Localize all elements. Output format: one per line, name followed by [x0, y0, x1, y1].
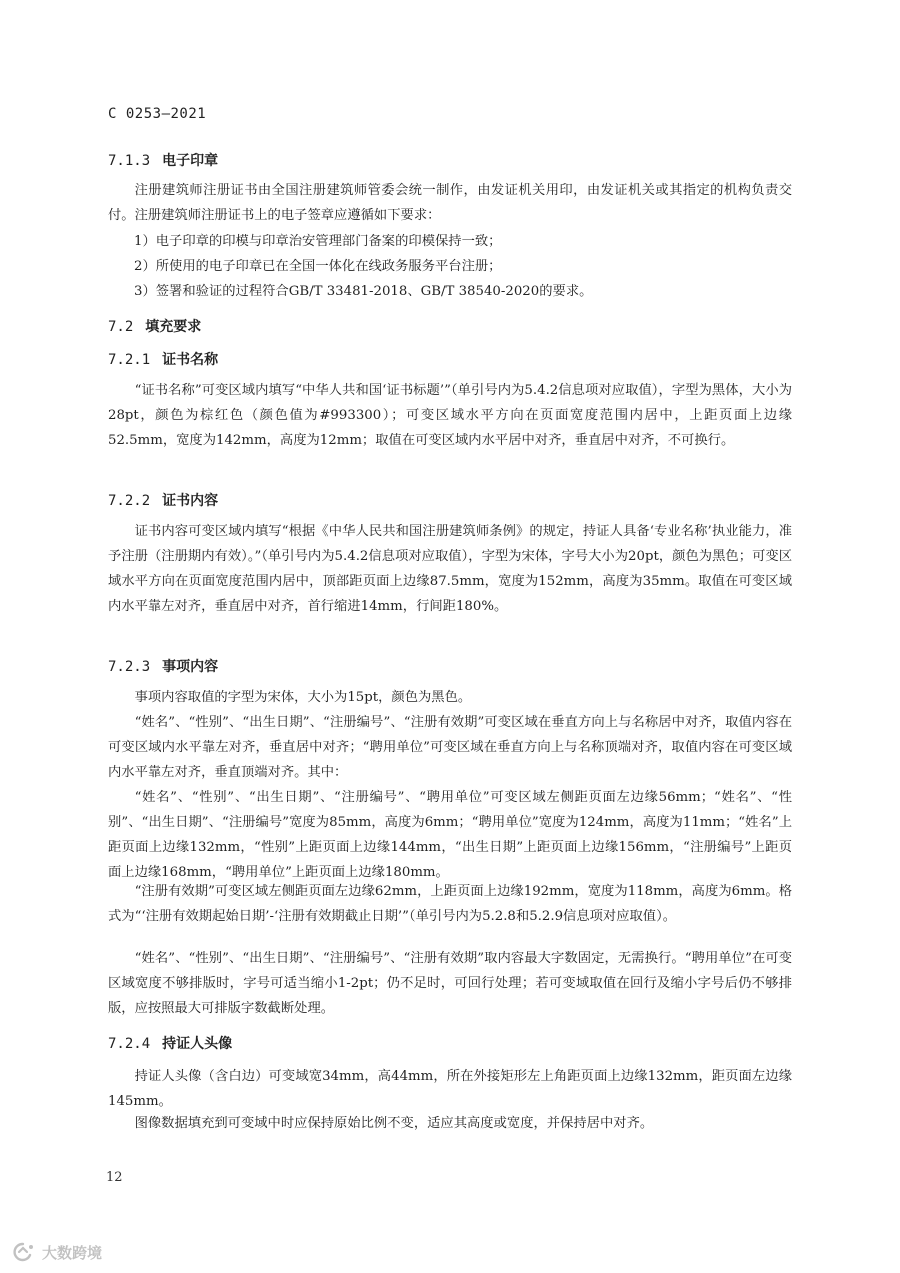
list-item: 1）电子印章的印模与印章治安管理部门备案的印模保持一致；	[134, 234, 502, 249]
paragraph: “注册有效期”可变区域左侧距页面左边缘62mm，上距页面上边缘192mm，宽度为118mm，高度为6mm。格式为“‘注册有效期起始日期’-‘注册有效期截止日期’”（单引号内为5.2.8和5.2.9信息项对应取值）。	[108, 884, 792, 924]
paragraph: 图像数据填充到可变域中时应保持原始比例不变，适应其高度或宽度，并保持居中对齐。	[134, 1116, 654, 1131]
section-heading-7-2-3	[108, 656, 218, 676]
paragraph: 持证人头像（含白边）可变域宽34mm，高44mm，所在外接矩形左上角距页面上边缘132mm，距页面左边缘145mm。	[108, 1069, 792, 1109]
section-heading-7-2-2	[108, 490, 218, 510]
paragraph: “姓名”、“性别”、“出生日期”、“注册编号”、“聘用单位”可变区域左侧距页面左边缘56mm；“姓名”、“性别”、“出生日期”、“注册编号”宽度为85mm，高度为6mm；“聘用单位”宽度为124mm，高度为11mm；“姓名”上距页面上边缘132mm，“性别”上距页面上边缘144mm，“出生日期”上距页面上边缘156mm，“注册编号”上距页面上边缘168mm，“聘用单位”上距页面上边缘180mm。	[108, 790, 792, 880]
paragraph: 证书内容可变区域内填写“根据《中华人民共和国注册建筑师条例》的规定，持证人具备‘专业名称’执业能力，准予注册（注册期内有效）。”（单引号内为5.4.2信息项对应取值），字型为宋体，字号大小为20pt，颜色为黑色；可变区域水平方向在页面宽度范围内居中，顶部距页面上边缘87.5mm，宽度为152mm，高度为35mm。取值在可变区域内水平靠左对齐，垂直居中对齐，首行缩进14mm，行间距180%。	[108, 524, 792, 614]
paragraph: “证书名称”可变区域内填写“中华人共和国‘证书标题’”（单引号内为5.4.2信息项对应取值），字型为黑体，大小为28pt，颜色为棕红色（颜色值为#993300）；可变区域水平方向在页面宽度范围内居中，上距页面上边缘52.5mm，宽度为142mm，高度为12mm；取值在可变区域内水平居中对齐，垂直居中对齐，不可换行。	[108, 383, 792, 448]
section-number: 7.2.3	[108, 659, 151, 675]
section-heading-7-2-1	[108, 349, 218, 369]
section-title: 电子印章	[162, 153, 219, 169]
section-number: 7.2.2	[108, 493, 151, 509]
section-heading-7-1-3	[108, 150, 218, 170]
section-title: 证书名称	[162, 352, 219, 368]
paragraph: “姓名”、“性别”、“出生日期”、“注册编号”、“注册有效期”可变区域在垂直方向上与名称居中对齐，取值内容在可变区域内水平靠左对齐，垂直居中对齐；“聘用单位”可变区域在垂直方向上与名称顶端对齐，取值内容在可变区域内水平靠左对齐，垂直顶端对齐。其中：	[108, 715, 792, 780]
section-number: 7.2	[108, 319, 134, 335]
section-number: 7.1.3	[108, 153, 151, 169]
list-item: 2）所使用的电子印章已在全国一体化在线政务服务平台注册；	[134, 259, 502, 274]
paragraph: 事项内容取值的字型为宋体，大小为15pt，颜色为黑色。	[134, 690, 472, 705]
section-heading-7-2	[108, 316, 201, 336]
page-number: 12	[106, 1170, 123, 1185]
standard-code: C 0253—2021	[108, 106, 207, 122]
brand-logo-icon	[10, 1241, 36, 1263]
section-title: 证书内容	[162, 493, 219, 509]
watermark	[10, 1240, 102, 1264]
paragraph: 注册建筑师注册证书由全国注册建筑师管委会统一制作，由发证机关用印，由发证机关或其指定的机构负责交付。注册建筑师注册证书上的电子签章应遵循如下要求：	[108, 183, 792, 223]
paragraph: “姓名”、“性别”、“出生日期”、“注册编号”、“注册有效期”取内容最大字数固定，无需换行。“聘用单位”在可变区域宽度不够排版时，字号可适当缩小1-2pt；仍不足时，可回行处理；若可变域取值在回行及缩小字号后仍不够排版，应按照最大可排版字数截断处理。	[108, 951, 792, 1016]
watermark-text: 大数跨境	[42, 1243, 103, 1262]
list-item: 3）签署和验证的过程符合GB/T 33481-2018、GB/T 38540-2020的要求。	[134, 284, 593, 299]
section-number: 7.2.4	[108, 1036, 151, 1052]
section-title: 持证人头像	[162, 1036, 233, 1052]
section-title: 填充要求	[145, 319, 202, 335]
section-number: 7.2.1	[108, 352, 151, 368]
section-title: 事项内容	[162, 659, 219, 675]
section-heading-7-2-4	[108, 1033, 232, 1053]
